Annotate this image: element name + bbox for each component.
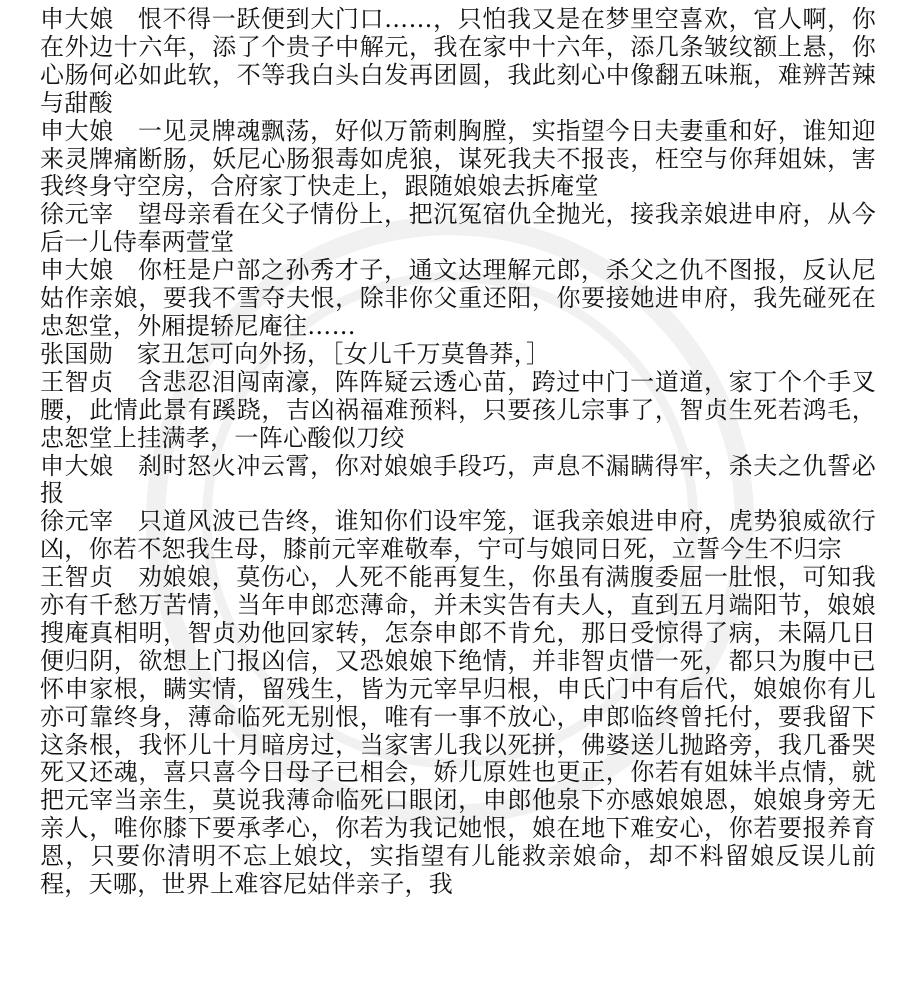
speaker-name: 王智贞 xyxy=(40,367,114,396)
dialogue-line xyxy=(40,369,876,453)
dialogue-text: 刹时怒火冲云霄，你对娘娘手段巧，声息不漏瞒得牢，杀夫之仇誓必报 xyxy=(40,451,877,508)
dialogue-line xyxy=(40,453,876,509)
dialogue-line xyxy=(40,257,876,341)
dialogue-text: 只道风波已告终，谁知你们设牢笼，诓我亲娘进申府，虎势狼威欲行凶，你若不恕我生母，膝前元宰难敬奉，宁可与娘同日死，立誓今生不归宗 xyxy=(40,507,877,564)
dialogue-line xyxy=(40,341,876,369)
dialogue-line xyxy=(40,118,876,202)
dialogue-line xyxy=(40,6,876,118)
dialogue-text: 家丑怎可向外扬，［女儿千万莫鲁莽，］ xyxy=(136,339,551,368)
dialogue-line xyxy=(40,508,876,564)
script-document xyxy=(40,6,876,899)
speaker-name: 申大娘 xyxy=(40,451,114,480)
speaker-name: 张国勋 xyxy=(40,339,113,368)
speaker-name: 申大娘 xyxy=(40,256,114,285)
speaker-name: 徐元宰 xyxy=(40,200,114,229)
dialogue-text: 你枉是户部之孙秀才子，通文达理解元郎，杀父之仇不图报，反认尼姑作亲娘，要我不雪夺夫恨，除非你父重还阳，你要接她进申府，我先碰死在忠恕堂，外厢提轿尼庵往…… xyxy=(40,256,877,340)
speaker-name: 王智贞 xyxy=(40,563,114,592)
dialogue-line xyxy=(40,564,876,899)
dialogue-text: 望母亲看在父子情份上，把沉冤宿仇全抛光，接我亲娘进申府，从今后一儿侍奉两萱堂 xyxy=(40,200,877,257)
dialogue-text: 含悲忍泪闯南濠，阵阵疑云透心苗，跨过中门一道道，家丁个个手叉腰，此情此景有蹊跷，吉凶祸福难预料，只要孩儿宗事了，智贞生死若鸿毛，忠恕堂上挂满孝，一阵心酸似刀绞 xyxy=(40,367,877,452)
dialogue-text: 一见灵牌魂飘荡，好似万箭刺胸膛，实指望今日夫妻重和好，谁知迎来灵牌痛断肠，妖尼心肠狠毒如虎狼，谋死我夫不报丧，枉空与你拜姐妹，害我终身守空房，合府家丁快走上，跟随娘娘去拆庵堂 xyxy=(40,116,877,201)
dialogue-text: 劝娘娘，莫伤心，人死不能再复生，你虽有满腹委屈一肚恨，可知我亦有千愁万苦情，当年申郎恋薄命，并未实告有夫人，直到五月端阳节，娘娘搜庵真相明，智贞劝他回家转，怎奈申郎不肯允，那日受惊得了病，未隔几日便归阴，欲想上门报凶信，又恐娘娘下绝情，并非智贞惜一死，都只为腹中已怀申家根，瞒实情，留残生，皆为元宰早归根，申氏门中有后代，娘娘你有儿亦可靠终身，薄命临死无别恨，唯有一事不放心，申郎临终曾托付，要我留下这条根，我怀儿十月暗房过，当家害儿我以死拼，佛婆送儿抛路旁，我几番哭死又还魂，喜只喜今日母子已相会，娇儿原姓也更正，你若有姐妹半点情，就把元宰当亲生，莫说我薄命临死口眼闭，申郎他泉下亦感娘娘恩，娘娘身旁无亲人，唯你膝下要承孝心，你若为我记她恨，娘在地下难安心，你若要报养育恩，只要你清明不忘上娘坟，实指望有儿能救亲娘命，却不料留娘反误儿前程，天哪，世界上难容尼姑伴亲子，我 xyxy=(40,563,877,899)
speaker-name: 申大娘 xyxy=(40,5,114,33)
speaker-name: 徐元宰 xyxy=(40,507,114,536)
dialogue-line xyxy=(40,201,876,257)
dialogue-text: 恨不得一跃便到大门口……，只怕我又是在梦里空喜欢，官人啊，你在外边十六年，添了个贵子中解元，我在家中十六年，添几条皱纹额上悬，你心肠何必如此软，不等我白头白发再团圆，我此刻心中像翻五味瓶，难辨苦辣与甜酸 xyxy=(40,5,877,117)
speaker-name: 申大娘 xyxy=(40,116,114,145)
